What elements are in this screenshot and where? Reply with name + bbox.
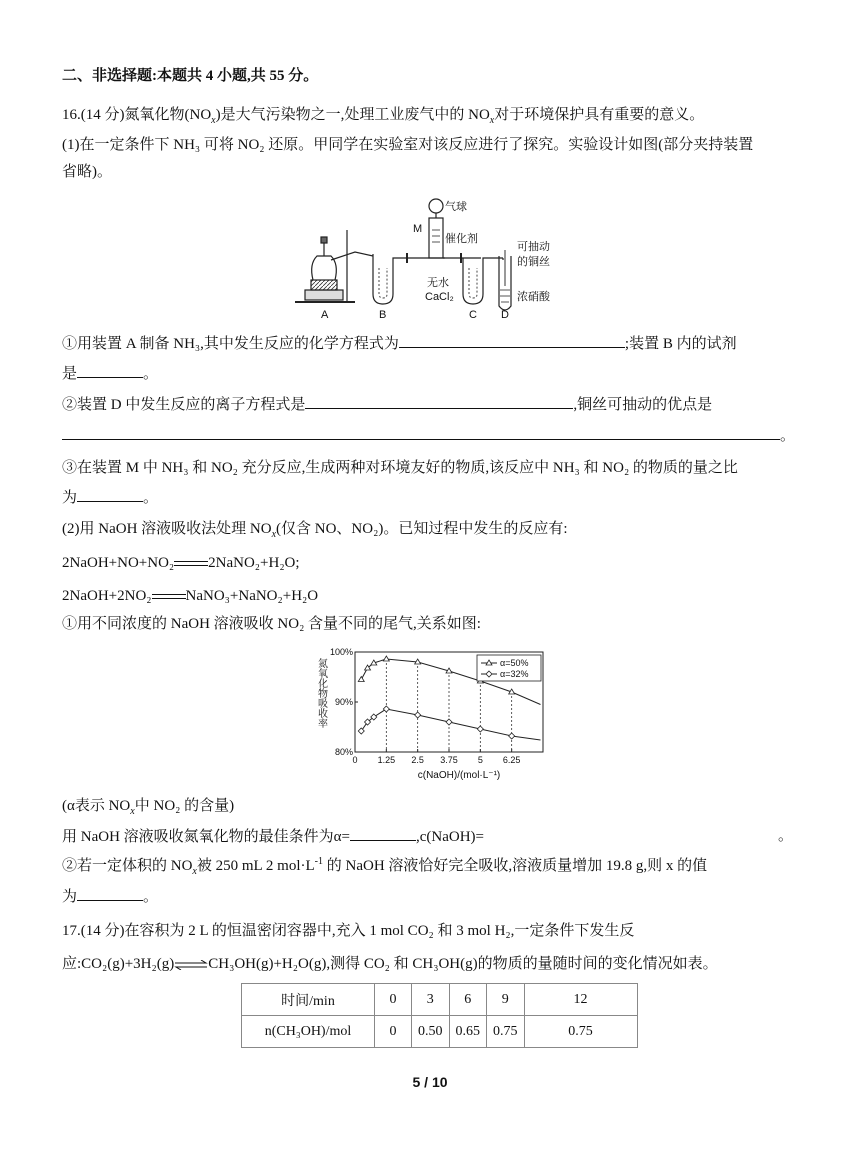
alpha-note	[62, 796, 234, 816]
p2s2-line2-a: 为	[62, 889, 78, 905]
y-tick-label: 80%	[334, 747, 353, 757]
table-cell: n(CH₃OH)/mol	[242, 1016, 375, 1048]
y-tick-label: 90%	[334, 697, 353, 707]
data-point-diamond	[383, 706, 389, 712]
best-a: 用 NaOH 溶液吸收氮氧化物的最佳条件为α=	[62, 829, 350, 845]
q17-line1: 17.(14 分)在容积为 2 L 的恒温密闭容器中,充入 1 mol CO₂ 和 3 mol H₂,一定条件下发生反	[62, 923, 635, 939]
q16-step3-line1: ③在装置 M 中 NH₃ 和 NO₂ 充分反应,生成两种对环境友好的物质,该反应中 NH₃ 和 NO₂ 的物质的量之比	[62, 460, 738, 476]
q16-intro-part-c: 对于环境保护具有重要的意义。	[494, 107, 705, 123]
answer-blank	[350, 826, 416, 841]
page-number: 5 / 10	[412, 1074, 448, 1090]
q17-line2-b: CH₃OH(g)+H₂O(g),测得 CO₂ 和 CH₃OH(g)的物质的量随时间的变化情况如表。	[208, 956, 718, 972]
s3-text-b: 。	[143, 490, 159, 506]
equals-sign	[174, 559, 208, 569]
u-tube-b-packing	[379, 268, 387, 298]
eq1-right: 2NaNO₂+H₂O;	[208, 555, 300, 571]
q16-part1-line1: (1)在一定条件下 NH₃ 可将 NO₂ 还原。甲同学在实验室对该反应进行了探究。实验设计如图(部分夹持装置	[62, 137, 754, 153]
answer-blank	[77, 363, 143, 378]
data-point-diamond	[358, 728, 364, 734]
s1-text-a: ①用装置 A 制备 NH₃,其中发生反应的化学方程式为	[62, 336, 399, 352]
q16-step2-cont	[62, 425, 795, 446]
q16-step1-cont	[62, 363, 158, 384]
label-catalyst: 催化剂	[445, 233, 478, 245]
eq2-right: NaNO₃+NaNO₂+H₂O	[185, 588, 319, 604]
apparatus-diagram	[295, 190, 605, 326]
data-point-triangle	[358, 677, 364, 682]
p2-text-a: (2)用 NaOH 溶液吸收法处理 NO	[62, 521, 272, 537]
p2s2-line2-b: 。	[143, 889, 159, 905]
q16-part2-step2-cont	[62, 886, 158, 907]
best-condition	[62, 826, 792, 847]
legend-label: α=32%	[500, 669, 529, 679]
equation-2	[62, 586, 318, 606]
p2s2-a: ②若一定体积的 NO	[62, 858, 193, 874]
table-cell: 0	[375, 984, 412, 1016]
burner	[311, 280, 337, 290]
absorption-chart	[303, 644, 563, 784]
x-tick-label: 1.25	[377, 755, 396, 765]
label-acid: 浓硝酸	[517, 291, 550, 303]
equals-sign	[152, 592, 186, 602]
table-cell: 0	[375, 1016, 412, 1048]
s3-text-a: 为	[62, 490, 78, 506]
x-tick-label: 6.25	[502, 755, 521, 765]
answer-blank	[62, 425, 780, 440]
q16-intro-part-b: )是大气污染物之一,处理工业废气中的 NO	[215, 107, 490, 123]
sub-x: x	[192, 866, 197, 877]
data-point-diamond	[446, 719, 452, 725]
table-cell: 0.75	[487, 1016, 525, 1048]
answer-blank	[399, 333, 625, 348]
u-tube-c-packing	[469, 268, 477, 298]
x-tick-label: 0	[352, 755, 358, 765]
q17-line2-a: 应:CO₂(g)+3H₂(g)	[62, 956, 175, 972]
catalyst-fill	[432, 230, 440, 242]
stopper	[321, 237, 327, 243]
s1-text-b: ;装置 B 内的试剂	[624, 336, 737, 352]
balloon	[429, 199, 443, 213]
table-cell: 3	[412, 984, 450, 1016]
eq2-left: 2NaOH+2NO₂	[62, 588, 152, 604]
label-m: M	[413, 223, 423, 235]
label-cacl-2: CaCl₂	[425, 291, 454, 303]
alpha-note-a: (α表示 NO	[62, 798, 131, 814]
p2s2-c: 的 NaOH 溶液恰好完全吸收,溶液质量增加 19.8 g,则 x 的值	[323, 858, 708, 874]
x-tick-label: 2.5	[411, 755, 424, 765]
table-row	[242, 984, 638, 1016]
equation-1	[62, 553, 300, 573]
sub-x: x	[271, 529, 277, 540]
y-axis-label: 氮氧化物吸收率	[315, 658, 327, 728]
s2-text-b: ,铜丝可抽动的优点是	[573, 397, 713, 413]
q16-step2	[62, 394, 712, 415]
tube-m	[429, 218, 443, 258]
data-point-diamond	[415, 712, 421, 718]
sub-x: x	[130, 806, 135, 817]
label-b: B	[379, 309, 387, 321]
q16-intro-part-a: 16.(14 分)氮氧化物(NO	[62, 107, 212, 123]
table-cell: 0.75	[524, 1016, 637, 1048]
data-point-diamond	[477, 726, 483, 732]
label-cacl-1: 无水	[427, 277, 449, 289]
acid-level	[500, 290, 510, 302]
q16-part2-step2	[62, 856, 707, 876]
label-c: C	[469, 309, 477, 321]
q16-part2	[62, 519, 568, 539]
table-cell: 6	[449, 984, 487, 1016]
x-tick-label: 5	[477, 755, 483, 765]
x-axis-label: c(NaOH)/(mol·L⁻¹)	[417, 770, 501, 781]
data-point-diamond	[509, 733, 515, 739]
eq1-left: 2NaOH+NO+NO₂	[62, 555, 175, 571]
alpha-note-b: 中 NO₂ 的含量)	[134, 798, 235, 814]
p2-text-b: (仅含 NO、NO₂)。已知过程中发生的反应有:	[276, 521, 568, 537]
u-tube-b	[373, 254, 405, 304]
table-cell: 时间/min	[242, 984, 375, 1016]
data-table	[241, 983, 638, 1048]
answer-blank	[305, 394, 573, 409]
label-balloon: 气球	[445, 201, 467, 213]
q16-intro	[62, 105, 704, 125]
x-tick-label: 3.75	[440, 755, 458, 765]
answer-blank	[77, 886, 143, 901]
s2-text-a: ②装置 D 中发生反应的离子方程式是	[62, 397, 306, 413]
q16-step3-line2	[62, 487, 158, 508]
q16-part1-line2: 省略)。	[62, 164, 112, 180]
burner-base	[305, 290, 343, 300]
tube-a-b	[331, 252, 373, 260]
answer-blank	[77, 487, 143, 502]
reversible-arrow-icon	[174, 960, 208, 970]
q16-step1	[62, 333, 737, 354]
data-point-triangle	[383, 656, 389, 661]
s2-end: 。	[780, 428, 796, 444]
y-tick-label: 100%	[329, 647, 353, 657]
label-copper-2: 的铜丝	[517, 256, 550, 268]
q17-line2	[62, 954, 718, 974]
table-cell: 12	[524, 984, 637, 1016]
p2s2-b: 被 250 mL 2 mol·L	[196, 858, 315, 874]
p2s2-sup: -1	[314, 856, 323, 867]
best-end: 。	[778, 828, 794, 844]
best-b: ,c(NaOH)=	[415, 829, 484, 845]
table-cell: 0.50	[412, 1016, 450, 1048]
label-d: D	[501, 309, 509, 321]
table-row	[242, 1016, 638, 1048]
s1-text-c: 是	[62, 366, 78, 382]
table-cell: 0.65	[449, 1016, 487, 1048]
s1-text-d: 。	[143, 366, 159, 382]
table-cell: 9	[487, 984, 525, 1016]
section-title: 二、非选择题:本题共 4 小题,共 55 分。	[62, 68, 319, 84]
q16-part2-step1: ①用不同浓度的 NaOH 溶液吸收 NO₂ 含量不同的尾气,关系如图:	[62, 616, 481, 632]
sub-x: x	[489, 115, 495, 126]
label-copper-1: 可抽动	[517, 241, 550, 253]
legend-label: α=50%	[500, 658, 529, 668]
label-a: A	[321, 309, 329, 321]
sub-x: x	[211, 115, 216, 126]
